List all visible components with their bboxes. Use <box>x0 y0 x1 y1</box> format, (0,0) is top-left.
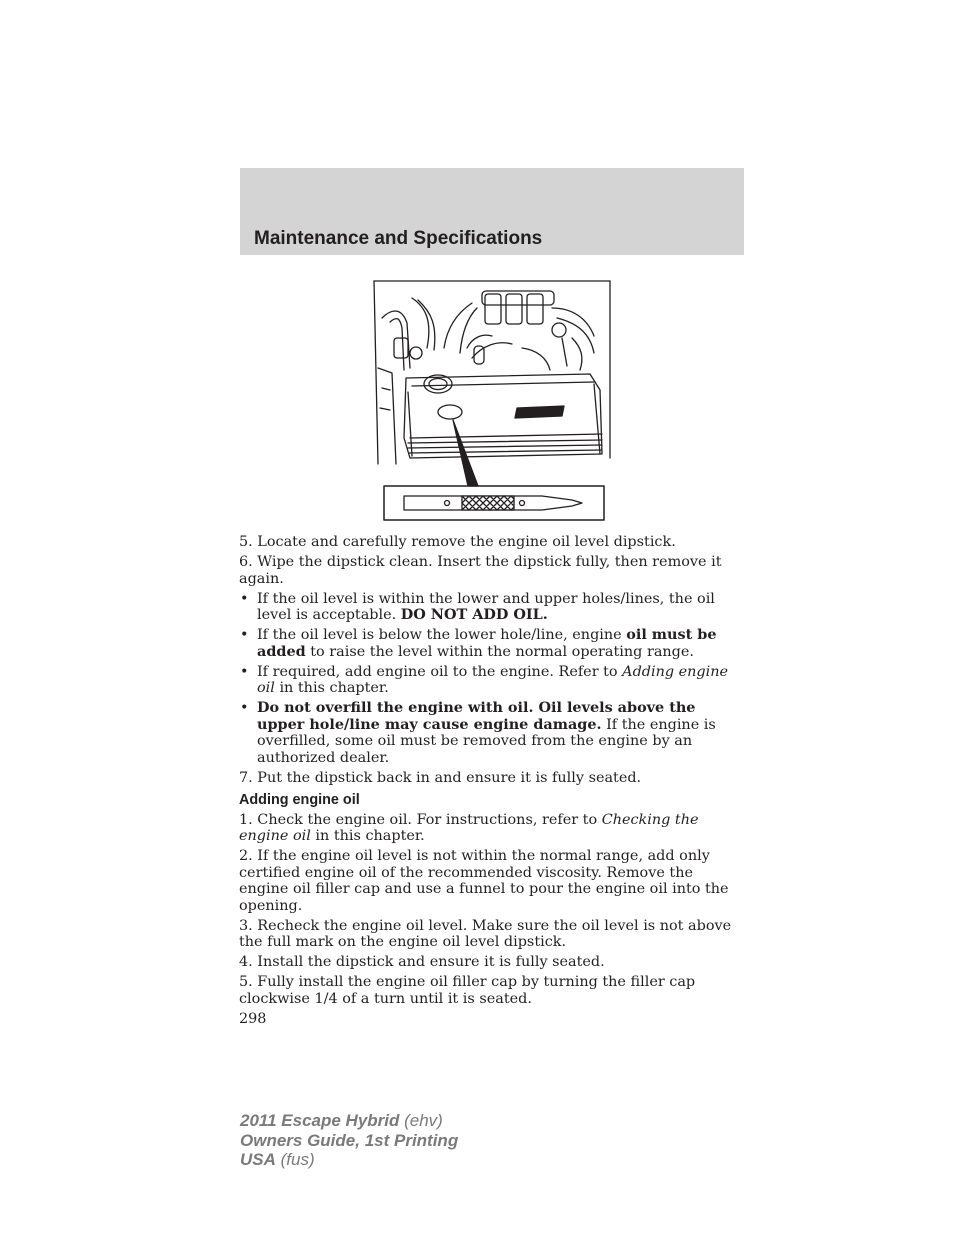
adding-step-2: 2. If the engine oil level is not within the normal range, add only certified engine oil of the recommended viscosity. Remove the engine oil filler cap and use a funnel to pour the engine oil into the opening. <box>239 848 729 914</box>
body-text <box>239 534 745 1027</box>
footer-line-2: Owners Guide, 1st Printing <box>240 1130 459 1150</box>
header-band <box>240 168 744 255</box>
adding-step-5: 5. Fully install the engine oil filler cap by turning the filler cap clockwise 1/4 of a turn until it is seated. <box>239 974 696 1007</box>
adding-step-4: 4. Install the dipstick and ensure it is fully seated. <box>239 954 605 970</box>
bullet-dot-icon: • <box>240 590 249 607</box>
step-6: 6. Wipe the dipstick clean. Insert the dipstick fully, then remove it again. <box>239 554 722 587</box>
bullet-oil-level-acceptable: • If the oil level is within the lower and upper holes/lines, the oil level is acceptable. DO NOT ADD OIL. <box>240 590 715 623</box>
step-5: 5. Locate and carefully remove the engine oil level dipstick. <box>239 534 676 550</box>
footer-line-3: USA (fus) <box>240 1150 315 1169</box>
adding-step-1: 1. Check the engine oil. For instructions, refer to Checking the engine oil in this chapter. <box>239 811 699 844</box>
bullet-dot-icon: • <box>240 663 249 680</box>
cross-reference-adding-engine-oil: Adding engine oil <box>257 663 729 696</box>
step-7: 7. Put the dipstick back in and ensure it is fully seated. <box>239 769 642 786</box>
footer-line-1: 2011 Escape Hybrid (ehv) <box>240 1111 443 1130</box>
cross-reference-checking-engine-oil: Checking the engine oil <box>239 811 699 844</box>
document-footer <box>240 1111 458 1170</box>
page-number: 298 <box>239 1010 267 1027</box>
bullet-oil-must-be-added: • If the oil level is below the lower hole/line, engine oil must be added to raise the level within the normal operating range. <box>240 626 717 660</box>
adding-step-3: 3. Recheck the engine oil level. Make sure the oil level is not above the full mark on the engine oil level dipstick. <box>239 917 732 950</box>
bullet-add-oil-if-required: • If required, add engine oil to the engine. Refer to Adding engine oil in this chapter. <box>240 663 729 696</box>
engine-oil-dipstick-illustration <box>372 278 612 524</box>
bullet-dot-icon: • <box>240 700 249 716</box>
bullet-dot-icon: • <box>240 627 249 643</box>
bullet-overfill-warning: • Do not overfill the engine with oil. Oil levels above the upper hole/line may cause engine damage. If the engine is overfilled, some oil must be removed from the engine by an authorized dealer. <box>240 699 716 766</box>
section-title: Maintenance and Specifications <box>254 228 543 249</box>
adding-engine-oil-heading: Adding engine oil <box>239 792 360 808</box>
